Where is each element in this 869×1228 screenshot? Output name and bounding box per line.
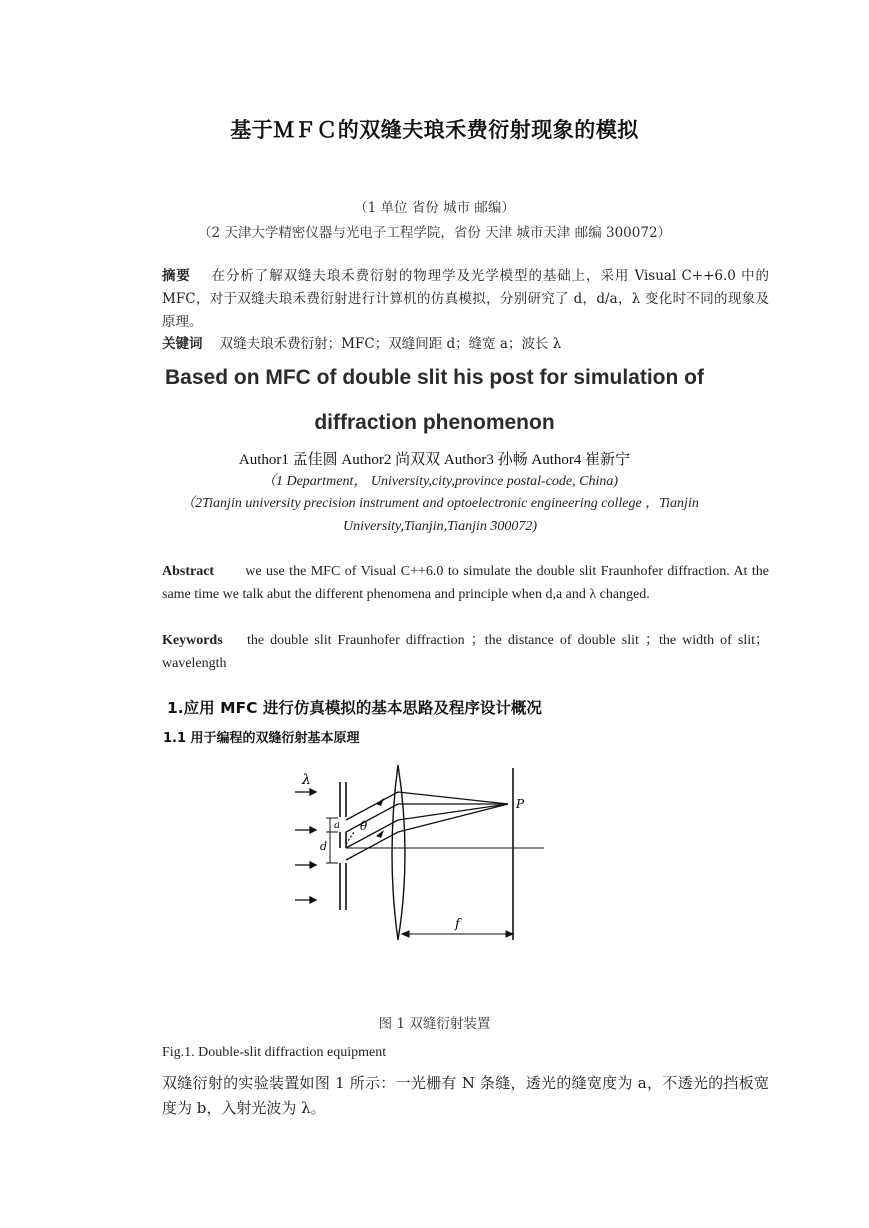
figure-caption-cn: 图 1 双缝衍射装置 bbox=[378, 1016, 491, 1032]
slit-screen bbox=[340, 782, 346, 910]
section-heading-1-1: 1.1 用于编程的双缝衍射基本原理 bbox=[163, 731, 360, 746]
affiliation-cn-1: （1 单位 省份 城市 邮编） bbox=[354, 200, 515, 216]
abstract-cn-label: 摘要 bbox=[162, 268, 191, 284]
incident-light-arrows bbox=[295, 789, 316, 903]
abstract-cn bbox=[131, 265, 769, 334]
abstract-cn-text: 在分析了解双缝夫琅禾费衍射的物理学及光学模型的基础上，采用 Visual C++6.0 中的 MFC，对于双缝夫琅禾费衍射进行计算机的仿真模拟，分别研究了 d，d/a，λ 变化时不同的现象及原理。 bbox=[162, 268, 769, 330]
p-label: P bbox=[516, 797, 525, 811]
section-heading-1: 1.应用 MFC 进行仿真模拟的基本思路及程序设计概况 bbox=[167, 699, 542, 717]
paper-title-cn: 基于ＭＦＣ的双缝夫琅禾费衍射现象的模拟 bbox=[230, 118, 639, 142]
keywords-cn-text: 双缝夫琅禾费衍射；MFC；双缝间距 d；缝宽 a；波长 λ bbox=[219, 336, 562, 352]
abstract-en bbox=[131, 560, 769, 606]
abstract-en-label: Abstract bbox=[162, 564, 215, 579]
paper-title-en-line1: Based on MFC of double slit his post for simulation of bbox=[165, 366, 704, 389]
ray-arrows bbox=[376, 798, 384, 838]
keywords-cn-label: 关键词 bbox=[162, 336, 203, 352]
body-paragraph: 双缝衍射的实验装置如图 1 所示：一光栅有 N 条缝，透光的缝宽度为 a，不透光的挡板宽度为 b，入射光波为 λ。 bbox=[162, 1074, 769, 1117]
keywords-cn bbox=[131, 333, 769, 356]
diffracted-rays bbox=[346, 792, 508, 860]
theta-label: θ bbox=[360, 819, 368, 833]
author-list: Author1 孟佳圆 Author2 尚双双 Author3 孙畅 Author4 崔新宁 bbox=[238, 452, 631, 468]
abstract-en-text: we use the MFC of Visual C++6.0 to simulate the double slit Fraunhofer diffraction. At the same time we talk abut the different phenomena and principle when d,a and λ changed. bbox=[162, 564, 769, 602]
paper-title-en-line2: diffraction phenomenon bbox=[314, 411, 555, 434]
keywords-en-label: Keywords bbox=[162, 633, 223, 648]
lens bbox=[392, 765, 405, 940]
keywords-en-text: the double slit Fraunhofer diffraction ；the distance of double slit ；the width of slit；wavelength bbox=[162, 633, 770, 671]
keywords-en bbox=[131, 629, 769, 675]
f-label: f bbox=[455, 917, 460, 932]
affiliation-en-1: （1 Department， University,city,province postal-code, China) bbox=[261, 474, 619, 489]
d-label: d bbox=[320, 840, 328, 853]
affiliation-cn-2: （2 天津大学精密仪器与光电子工程学院，省份 天津 城市天津 邮编 300072） bbox=[197, 225, 672, 241]
a-label: a bbox=[334, 820, 340, 831]
figure-caption-en: Fig.1. Double-slit diffraction equipment bbox=[162, 1045, 387, 1060]
affiliation-en-2: （2Tianjin university precision instrument and optoelectronic engineering college ，Tianjin University,Tianjin,Tianjin 300072) bbox=[181, 496, 699, 534]
lambda-label: λ bbox=[302, 772, 311, 788]
double-slit-diagram bbox=[280, 760, 560, 950]
